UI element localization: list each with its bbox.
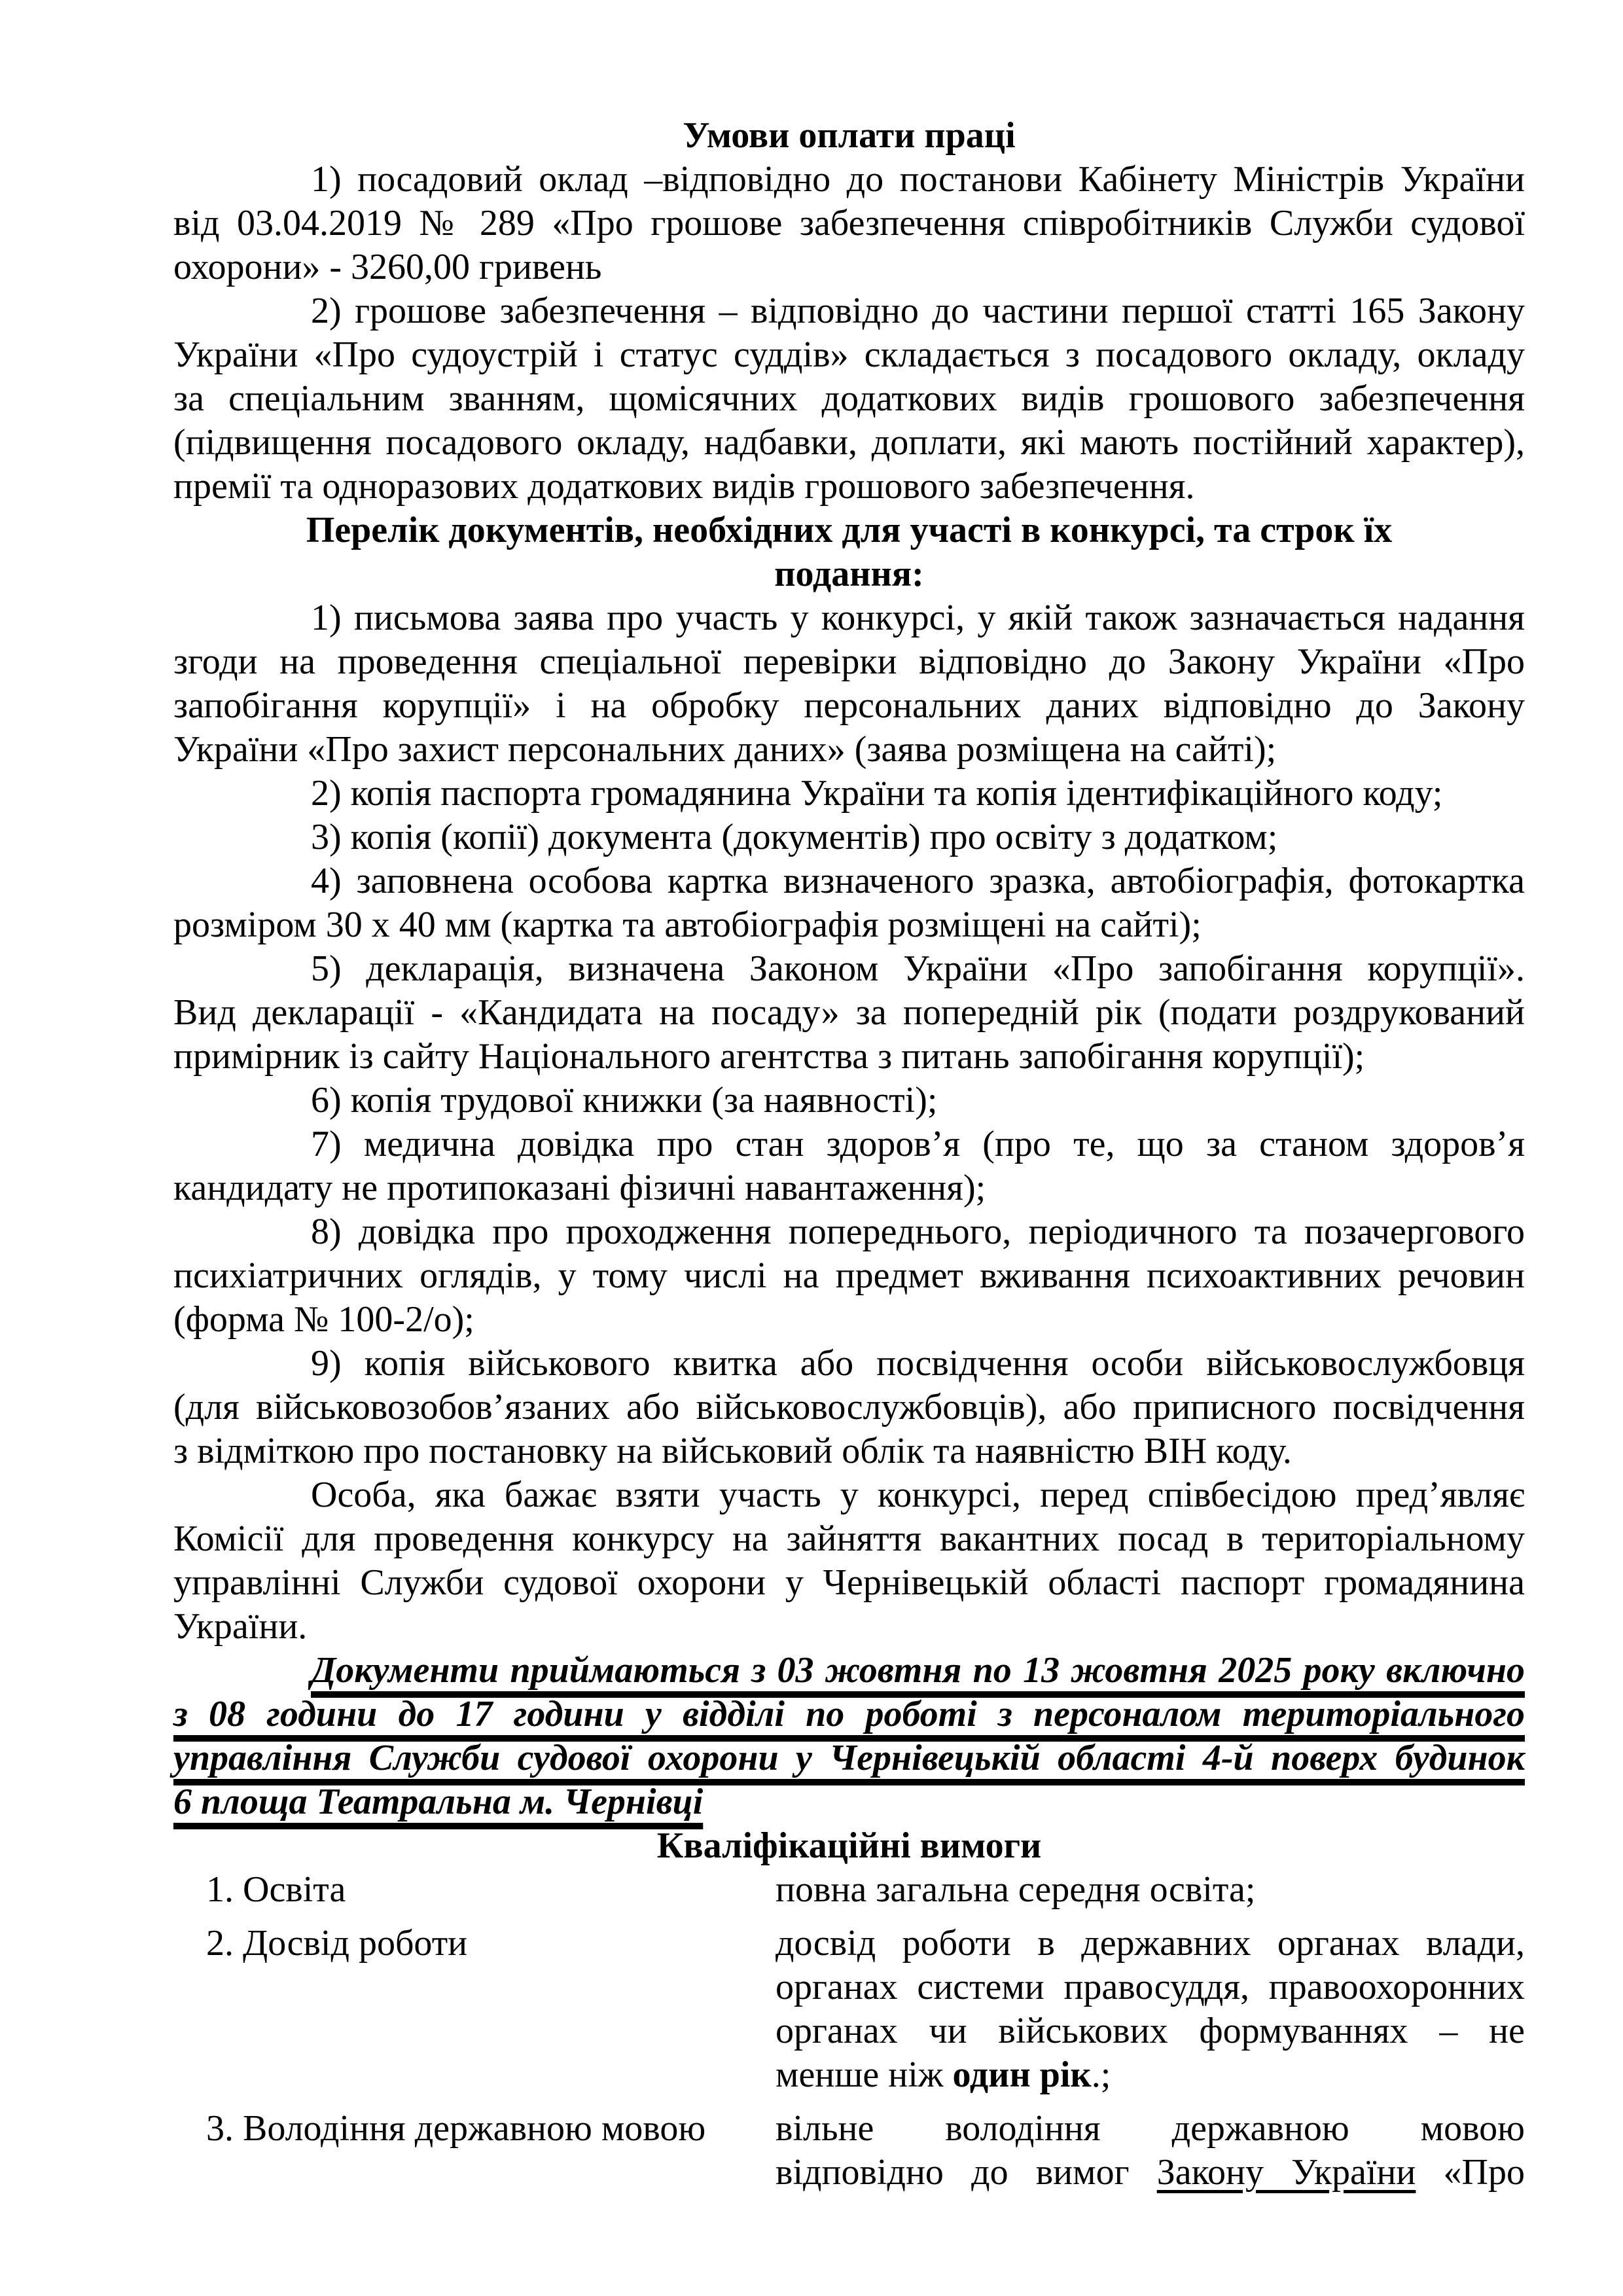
qualification-value xyxy=(776,2107,1525,2195)
para-doc-8 xyxy=(173,1210,1525,1342)
text-line xyxy=(776,1922,1525,1965)
text-segment: 1) письмова заява про участь у конкурсі, у якій також зазначається надання xyxy=(311,598,1525,638)
text-segment: Кваліфікаційні вимоги xyxy=(656,1825,1042,1866)
bold-text: один рік xyxy=(952,2054,1092,2095)
text-segment: України «Про захист персональних даних» (заява розміщена на сайті); xyxy=(173,729,1277,770)
text-line xyxy=(173,1035,1525,1079)
text-line xyxy=(173,158,1525,202)
heading-qualification xyxy=(173,1824,1525,1868)
text-line xyxy=(173,289,1525,333)
text-line xyxy=(173,1649,1525,1693)
text-line xyxy=(173,1429,1525,1473)
para-doc-2 xyxy=(173,772,1525,816)
text-segment: управління Служби судової охорони у Чернівецькій області 4-й поверх будинок xyxy=(173,1738,1525,1778)
text-line xyxy=(173,1473,1525,1517)
text-line xyxy=(173,1561,1525,1605)
heading-documents-list xyxy=(173,509,1525,596)
text-line xyxy=(173,859,1525,903)
text-segment: розміром 30 х 40 мм (картка та автобіографія розміщені на сайті); xyxy=(173,905,1202,945)
text-segment: кандидату не протипоказані фізичні навантаження); xyxy=(173,1168,986,1208)
para-doc-5 xyxy=(173,947,1525,1079)
text-line xyxy=(173,1605,1525,1649)
text-line xyxy=(173,1298,1525,1342)
text-line xyxy=(173,202,1525,245)
text-line xyxy=(776,2009,1525,2053)
text-segment: Умови оплати праці xyxy=(683,115,1016,156)
text-segment: досвід роботи в державних органах влади, xyxy=(776,1923,1525,1964)
heading-pay-terms xyxy=(173,114,1525,158)
text-line xyxy=(173,421,1525,465)
text-line xyxy=(173,1517,1525,1561)
text-segment: 2) копія паспорта громадянина України та копія ідентифікаційного коду; xyxy=(311,773,1443,814)
text-segment: 1) посадовий оклад –відповідно до постанови Кабінету Міністрів України xyxy=(311,159,1525,200)
qualification-requirements xyxy=(173,1868,1525,2195)
text-segment: 6 площа Театральна м. Чернівці xyxy=(173,1782,704,1822)
text-line xyxy=(776,1965,1525,2009)
text-line xyxy=(173,991,1525,1035)
text-segment: 6) копія трудової книжки (за наявності); xyxy=(311,1080,938,1121)
text-segment: Особа, яка бажає взяти участь у конкурсі, перед співбесідою пред’являє xyxy=(311,1475,1525,1515)
text-line xyxy=(173,772,1525,816)
text-segment: (підвищення посадового окладу, надбавки, доплати, які мають постійний характер), xyxy=(173,422,1525,463)
text-segment: з відміткою про постановку на військовий облік та наявністю ВІН коду. xyxy=(173,1431,1292,1471)
text-segment: органах чи військових формуваннях – не xyxy=(776,2011,1525,2051)
text-line xyxy=(173,1736,1525,1780)
text-segment: вільне володіння державною мовою xyxy=(776,2108,1525,2149)
para-doc-9 xyxy=(173,1342,1525,1473)
qualification-value xyxy=(776,1868,1525,1912)
text-segment: 3) копія (копії) документа (документів) про освіту з додатком; xyxy=(311,817,1278,857)
text-line xyxy=(173,465,1525,509)
text-segment: України «Про судоустрій і статус суддів» складається з посадового окладу, окладу xyxy=(173,334,1525,375)
text-line xyxy=(776,2151,1525,2195)
qualification-item xyxy=(173,1868,1525,1912)
text-line xyxy=(776,1868,1525,1912)
text-line xyxy=(173,114,1525,158)
text-segment: згоди на проведення спеціальної перевірки відповідно до Закону України «Про xyxy=(173,641,1525,682)
text-line xyxy=(173,552,1525,596)
text-line xyxy=(173,377,1525,421)
text-line xyxy=(173,640,1525,684)
text-line xyxy=(776,2107,1525,2151)
text-segment: за спеціальним званням, щомісячних додаткових видів грошового забезпечення xyxy=(173,378,1525,419)
text-segment: (для військовозобов’язаних або військовослужбовців), або приписного посвідчення xyxy=(173,1387,1525,1427)
text-segment: відповідно до вимог xyxy=(776,2152,1157,2193)
text-line xyxy=(173,1210,1525,1254)
text-line xyxy=(173,816,1525,859)
text-segment: премії та одноразових додаткових видів грошового забезпечення. xyxy=(173,466,1195,507)
text-segment: (форма № 100-2/о); xyxy=(173,1299,474,1340)
text-segment: подання: xyxy=(774,554,924,594)
qualification-item xyxy=(173,1922,1525,2097)
text-line xyxy=(173,1166,1525,1210)
text-line xyxy=(776,2053,1525,2097)
text-segment: 9) копія військового квитка або посвідчення особи військовослужбовця xyxy=(311,1343,1525,1384)
text-line xyxy=(173,1693,1525,1736)
text-segment: менше ніж xyxy=(776,2054,953,2095)
text-line xyxy=(173,333,1525,377)
para-interview xyxy=(173,1473,1525,1649)
qualification-label: 1. Освіта xyxy=(206,1869,346,1910)
text-line xyxy=(173,728,1525,772)
text-segment: з 08 години до 17 години у відділі по роботі з персоналом територіального xyxy=(173,1694,1525,1734)
text-segment: Перелік документів, необхідних для участі в конкурсі, та строк їх xyxy=(306,510,1393,550)
text-segment: «Про xyxy=(1416,2152,1525,2193)
text-segment: 4) заповнена особова картка визначеного зразка, автобіографія, фотокартка xyxy=(311,861,1525,901)
text-segment: України. xyxy=(173,1606,308,1647)
qualification-label: 3. Володіння державною мовою xyxy=(206,2108,706,2149)
text-line xyxy=(173,596,1525,640)
text-segment: управлінні Служби судової охорони у Чернівецькій області паспорт громадянина xyxy=(173,1562,1525,1603)
text-segment: 7) медична довідка про стан здоров’я (про те, що за станом здоров’я xyxy=(311,1124,1525,1164)
text-segment: примірник із сайту Національного агентства з питань запобігання корупції); xyxy=(173,1036,1365,1077)
text-segment: 8) довідка про проходження попереднього, періодичного та позачергового xyxy=(311,1211,1525,1252)
text-segment: запобігання корупції» і на обробку персональних даних відповідно до Закону xyxy=(173,685,1525,726)
text-segment: 5) декларація, визначена Законом України «Про запобігання корупції». xyxy=(311,948,1525,989)
para-salary-1 xyxy=(173,158,1525,289)
qualification-item xyxy=(173,2107,1525,2195)
text-line xyxy=(173,947,1525,991)
text-segment: 2) грошове забезпечення – відповідно до частини першої статті 165 Закону xyxy=(311,291,1525,331)
text-segment: органах системи правосуддя, правоохоронних xyxy=(776,1967,1525,2007)
text-line xyxy=(173,509,1525,552)
text-segment: повна загальна середня освіта; xyxy=(776,1869,1256,1910)
para-doc-4 xyxy=(173,859,1525,947)
para-doc-3 xyxy=(173,816,1525,859)
text-segment: охорони» - 3260,00 гривень xyxy=(173,247,602,287)
text-line xyxy=(173,684,1525,728)
text-segment: Документи приймаються з 03 жовтня по 13 жовтня 2025 року включно xyxy=(311,1650,1525,1691)
text-segment: від 03.04.2019 № 289 «Про грошове забезпечення співробітників Служби судової xyxy=(173,203,1525,243)
text-line xyxy=(173,245,1525,289)
para-doc-1 xyxy=(173,596,1525,772)
para-doc-6 xyxy=(173,1079,1525,1122)
text-line xyxy=(173,1824,1525,1868)
qualification-label: 2. Досвід роботи xyxy=(206,1923,468,1964)
text-line xyxy=(173,1079,1525,1122)
text-segment: Вид декларації - «Кандидата на посаду» за попередній рік (подати роздрукований xyxy=(173,992,1525,1033)
text-line xyxy=(173,903,1525,947)
para-deadline xyxy=(173,1649,1525,1824)
underlined-text: Закону України xyxy=(1156,2152,1416,2193)
text-line xyxy=(173,1254,1525,1298)
text-line xyxy=(173,1342,1525,1386)
text-line xyxy=(173,1122,1525,1166)
para-doc-7 xyxy=(173,1122,1525,1210)
text-segment: Комісії для проведення конкурсу на зайняття вакантних посад в територіальному xyxy=(173,1518,1525,1559)
text-line xyxy=(173,1780,1525,1824)
para-salary-2 xyxy=(173,289,1525,509)
text-segment: .; xyxy=(1091,2054,1111,2095)
qualification-value xyxy=(776,1922,1525,2097)
text-line xyxy=(173,1386,1525,1429)
text-segment: психіатричних оглядів, у тому числі на предмет вживання психоактивних речовин xyxy=(173,1255,1525,1296)
